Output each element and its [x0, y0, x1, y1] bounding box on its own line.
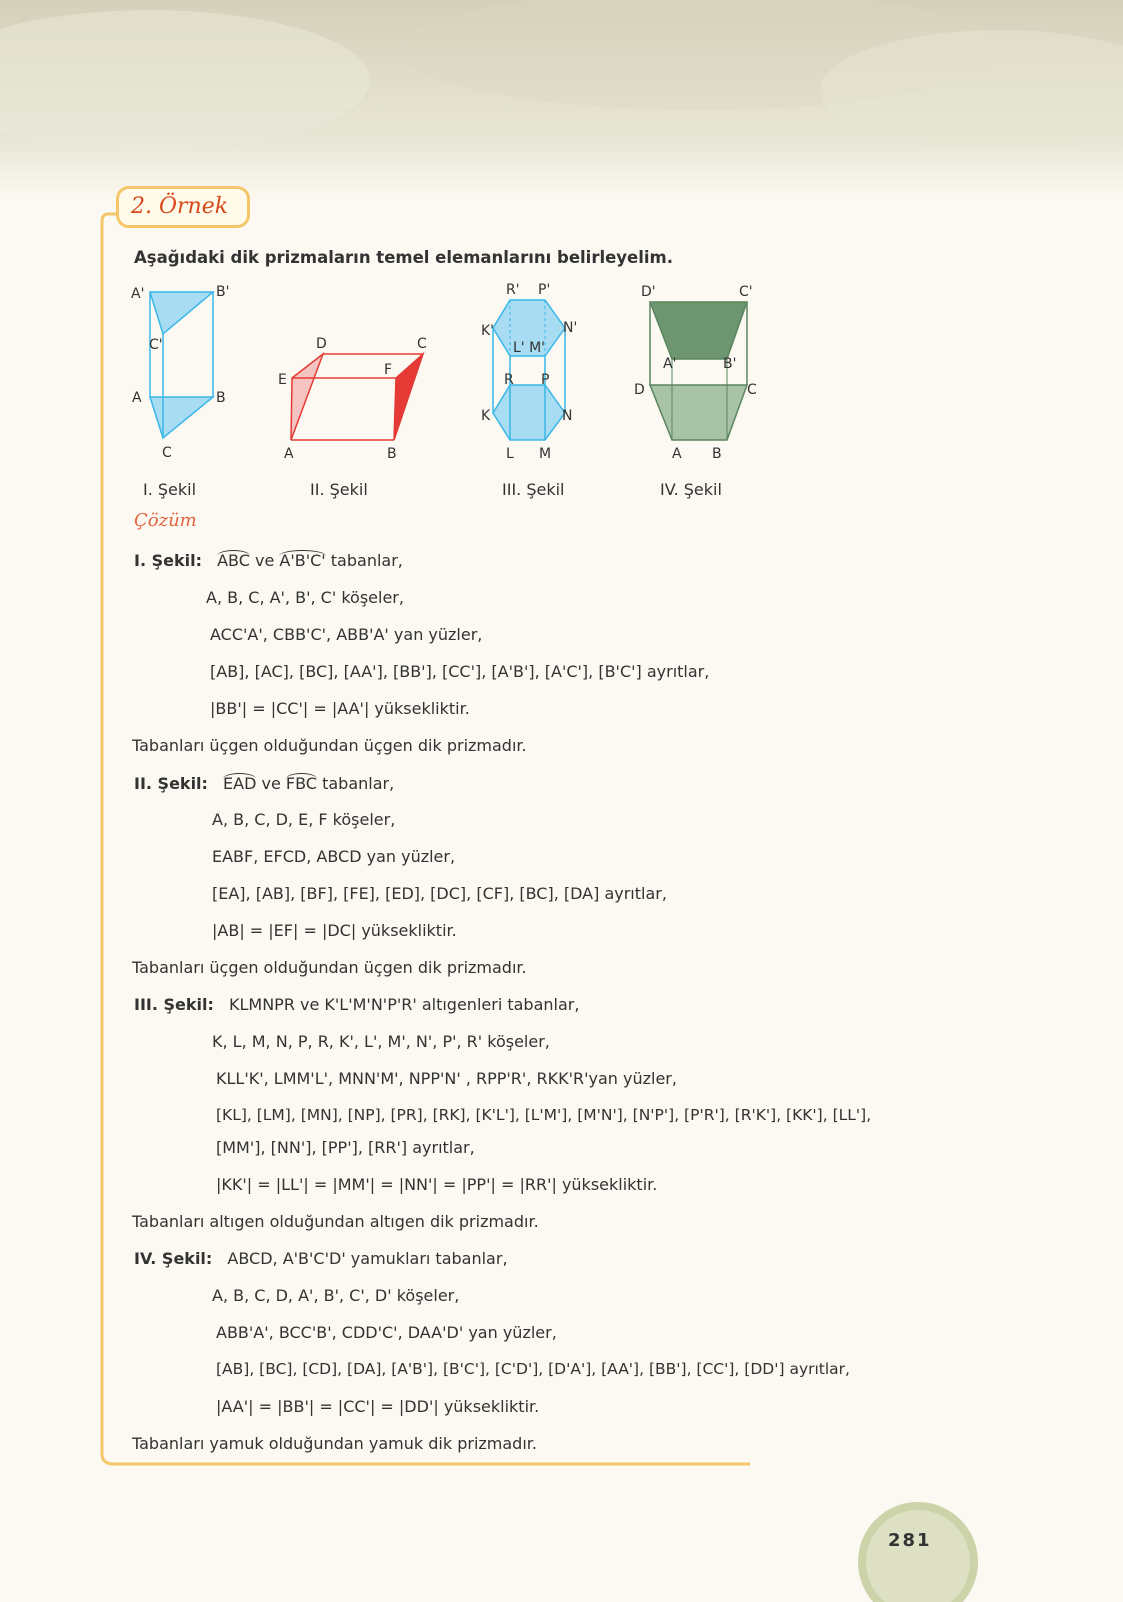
label: A'	[131, 286, 145, 302]
figure-caption-3: III. Şekil	[502, 480, 565, 499]
label: C'	[149, 337, 163, 353]
section-1-summary: Tabanları üçgen olduğundan üçgen dik prizmadır.	[132, 736, 527, 755]
angle-notation: EAD	[223, 774, 257, 793]
label: A'	[663, 356, 677, 372]
section-label: III. Şekil:	[134, 995, 214, 1014]
label: L	[506, 446, 514, 462]
figure-caption-2: II. Şekil	[310, 480, 368, 499]
section-2-bases	[134, 773, 394, 793]
solution-title: Çözüm	[134, 510, 197, 531]
section-4-vertices: A, B, C, D, A', B', C', D' köşeler,	[212, 1286, 460, 1305]
label: B	[216, 390, 226, 406]
section-3-height: |KK'| = |LL'| = |MM'| = |NN'| = |PP'| = |RR'| yüksekliktir.	[216, 1175, 658, 1194]
section-3-vertices: K, L, M, N, P, R, K', L', M', N', P', R' köşeler,	[212, 1032, 550, 1051]
angle-notation: A'B'C'	[279, 551, 326, 570]
section-1-edges: [AB], [AC], [BC], [AA'], [BB'], [CC'], [A'B'], [A'C'], [B'C'] ayrıtlar,	[210, 662, 710, 681]
section-3-faces: KLL'K', LMM'L', MNN'M', NPP'N' , RPP'R', RKK'R'yan yüzler,	[216, 1069, 677, 1088]
section-label: I. Şekil:	[134, 551, 202, 570]
label: N	[562, 408, 573, 424]
figure-4-trapezoidal-prism	[634, 284, 757, 462]
section-3-edges-2: [MM'], [NN'], [PP'], [RR'] ayrıtlar,	[216, 1138, 475, 1157]
label: B	[387, 446, 397, 462]
figure-caption-1: I. Şekil	[143, 480, 197, 499]
label: A	[284, 446, 294, 462]
label: N'	[563, 320, 578, 336]
section-1-bases	[134, 550, 403, 570]
section-1-faces: ACC'A', CBB'C', ABB'A' yan yüzler,	[210, 625, 483, 644]
bases-text: tabanlar,	[330, 551, 403, 570]
bases-text: tabanlar,	[322, 774, 395, 793]
conjunction: ve	[261, 774, 281, 793]
figure-3-hexagonal-prism	[481, 282, 577, 462]
page-number: 281	[888, 1530, 932, 1551]
label: D	[634, 382, 645, 398]
section-2-vertices: A, B, C, D, E, F köşeler,	[212, 810, 396, 829]
angle-notation: ABC	[217, 551, 250, 570]
example-title: 2. Örnek	[116, 186, 250, 228]
label: R'	[506, 282, 520, 298]
conjunction: ve	[254, 551, 275, 570]
section-2-edges: [EA], [AB], [BF], [FE], [ED], [DC], [CF], [BC], [DA] ayrıtlar,	[212, 884, 667, 903]
figure-1-triangular-prism	[131, 284, 229, 461]
label: P'	[538, 282, 551, 298]
figure-2-prism	[278, 336, 427, 462]
intro-text: Aşağıdaki dik prizmaların temel elemanlarını belirleyelim.	[134, 248, 674, 267]
section-1-height: |BB'| = |CC'| = |AA'| yüksekliktir.	[210, 699, 470, 718]
angle-notation: FBC	[285, 774, 317, 793]
section-label: IV. Şekil:	[134, 1249, 213, 1268]
bases-text: KLMNPR ve K'L'M'N'P'R' altıgenleri tabanlar,	[228, 995, 580, 1014]
label: B'	[723, 356, 737, 372]
section-4-edges: [AB], [BC], [CD], [DA], [A'B'], [B'C'], [C'D'], [D'A'], [AA'], [BB'], [CC'], [DD'] ayrıtlar,	[216, 1360, 850, 1378]
label: B'	[216, 284, 230, 300]
label: B	[712, 446, 722, 462]
label: R	[504, 372, 514, 388]
section-3-bases	[134, 995, 579, 1014]
label: L' M'	[513, 340, 546, 356]
section-3-summary: Tabanları altıgen olduğundan altıgen dik prizmadır.	[132, 1212, 539, 1231]
label: F	[384, 362, 393, 378]
label: D	[316, 336, 327, 352]
bases-text: ABCD, A'B'C'D' yamukları tabanlar,	[227, 1249, 508, 1268]
section-4-summary: Tabanları yamuk olduğundan yamuk dik prizmadır.	[132, 1434, 537, 1453]
label: C	[747, 382, 757, 398]
section-2-faces: EABF, EFCD, ABCD yan yüzler,	[212, 847, 456, 866]
label: C'	[739, 284, 753, 300]
prism-figures	[125, 280, 785, 465]
label: A	[672, 446, 682, 462]
label: C	[417, 336, 427, 352]
label: K'	[481, 323, 495, 339]
label: M	[539, 446, 552, 462]
figure-caption-4: IV. Şekil	[660, 480, 722, 499]
label: P	[541, 372, 550, 388]
section-4-faces: ABB'A', BCC'B', CDD'C', DAA'D' yan yüzler,	[216, 1323, 557, 1342]
section-2-summary: Tabanları üçgen olduğundan üçgen dik prizmadır.	[132, 958, 527, 977]
section-4-height: |AA'| = |BB'| = |CC'| = |DD'| yüksekliktir.	[216, 1397, 540, 1416]
label: K	[481, 408, 491, 424]
label: A	[132, 390, 142, 406]
section-1-vertices: A, B, C, A', B', C' köşeler,	[206, 588, 404, 607]
section-4-bases	[134, 1249, 508, 1268]
label: E	[278, 372, 287, 388]
section-label: II. Şekil:	[134, 774, 208, 793]
header-banner	[0, 0, 1123, 200]
section-3-edges-1: [KL], [LM], [MN], [NP], [PR], [RK], [K'L'], [L'M'], [M'N'], [N'P'], [P'R'], [R'K'], [KK'], [LL'],	[216, 1106, 872, 1124]
section-2-height: |AB| = |EF| = |DC| yüksekliktir.	[212, 921, 457, 940]
label: D'	[641, 284, 656, 300]
label: C	[162, 445, 172, 461]
